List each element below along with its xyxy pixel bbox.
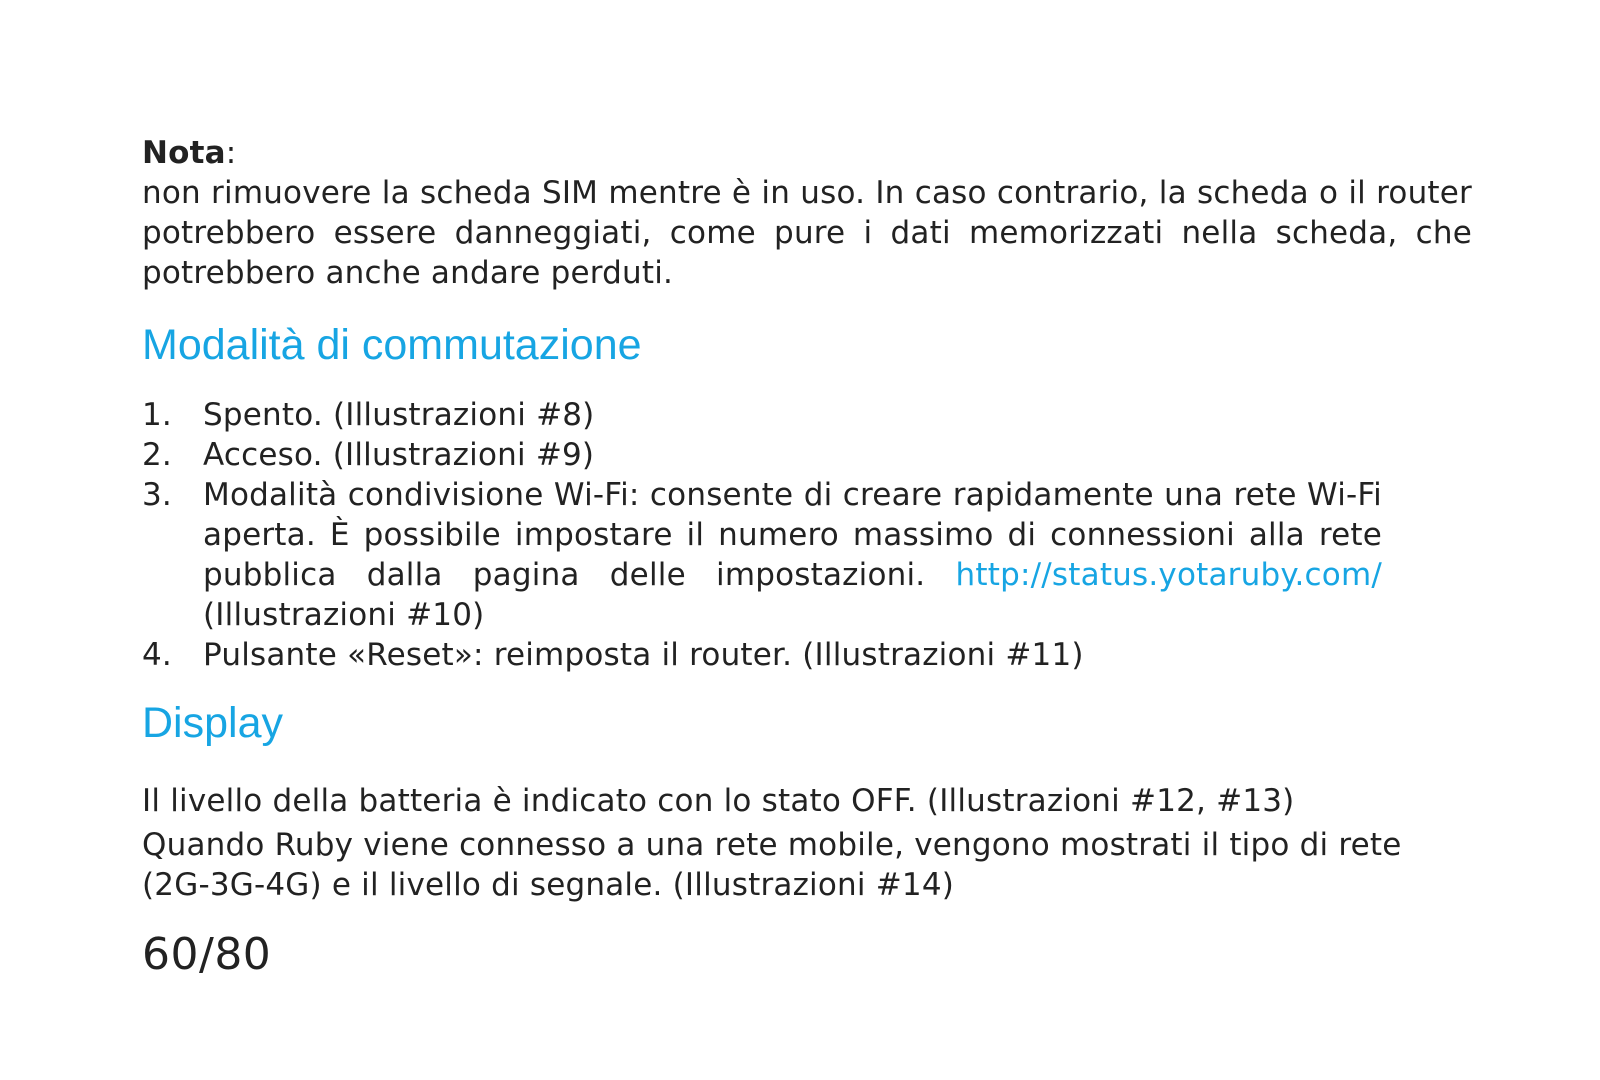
list-item-suffix: (Illustrazioni #10) bbox=[203, 597, 485, 633]
list-item-number: 4. bbox=[142, 637, 172, 673]
note-text: non rimuovere la scheda SIM mentre è in uso. In caso contrario, la scheda o il router potrebbero essere danneggiati, come pure i dati memorizzati nella scheda, che potrebbero anche andare perduti. bbox=[142, 175, 1472, 291]
list-item-text: Modalità condivisione Wi-Fi: consente di creare rapidamente una rete Wi-Fi aperta. È possibile impostare il numero massimo di connessioni alla rete pubblica dalla pagina delle impostazioni. bbox=[203, 477, 1382, 593]
note-colon: : bbox=[225, 135, 237, 171]
list-item-text: Spento. (Illustrazioni #8) bbox=[203, 397, 595, 433]
list-item-number: 3. bbox=[142, 477, 172, 513]
list-item bbox=[142, 475, 1382, 635]
list-item-text: Pulsante «Reset»: reimposta il router. (Illustrazioni #11) bbox=[203, 637, 1084, 673]
list-item-number: 1. bbox=[142, 397, 172, 433]
list-item-number: 2. bbox=[142, 437, 172, 473]
list-item-text: Acceso. (Illustrazioni #9) bbox=[203, 437, 595, 473]
display-paragraph-network: Quando Ruby viene connesso a una rete mobile, vengono mostrati il tipo di rete (2G-3G-4G) e il livello di segnale. (Illustrazioni #14) bbox=[142, 827, 1402, 903]
list-item bbox=[142, 435, 1382, 475]
list-item bbox=[142, 395, 1382, 435]
modes-list bbox=[142, 395, 1382, 675]
note-title: Nota bbox=[142, 135, 226, 171]
display-paragraph-battery: Il livello della batteria è indicato con lo stato OFF. (Illustrazioni #12, #13) bbox=[142, 783, 1295, 819]
list-item bbox=[142, 635, 1382, 675]
document-page bbox=[142, 133, 1472, 981]
display-heading: Display bbox=[142, 699, 283, 747]
status-link[interactable]: http://status.yotaruby.com/ bbox=[955, 557, 1382, 593]
page-number: 60/80 bbox=[142, 929, 272, 980]
modes-heading: Modalità di commutazione bbox=[142, 321, 642, 369]
note-title-line bbox=[142, 133, 1472, 173]
